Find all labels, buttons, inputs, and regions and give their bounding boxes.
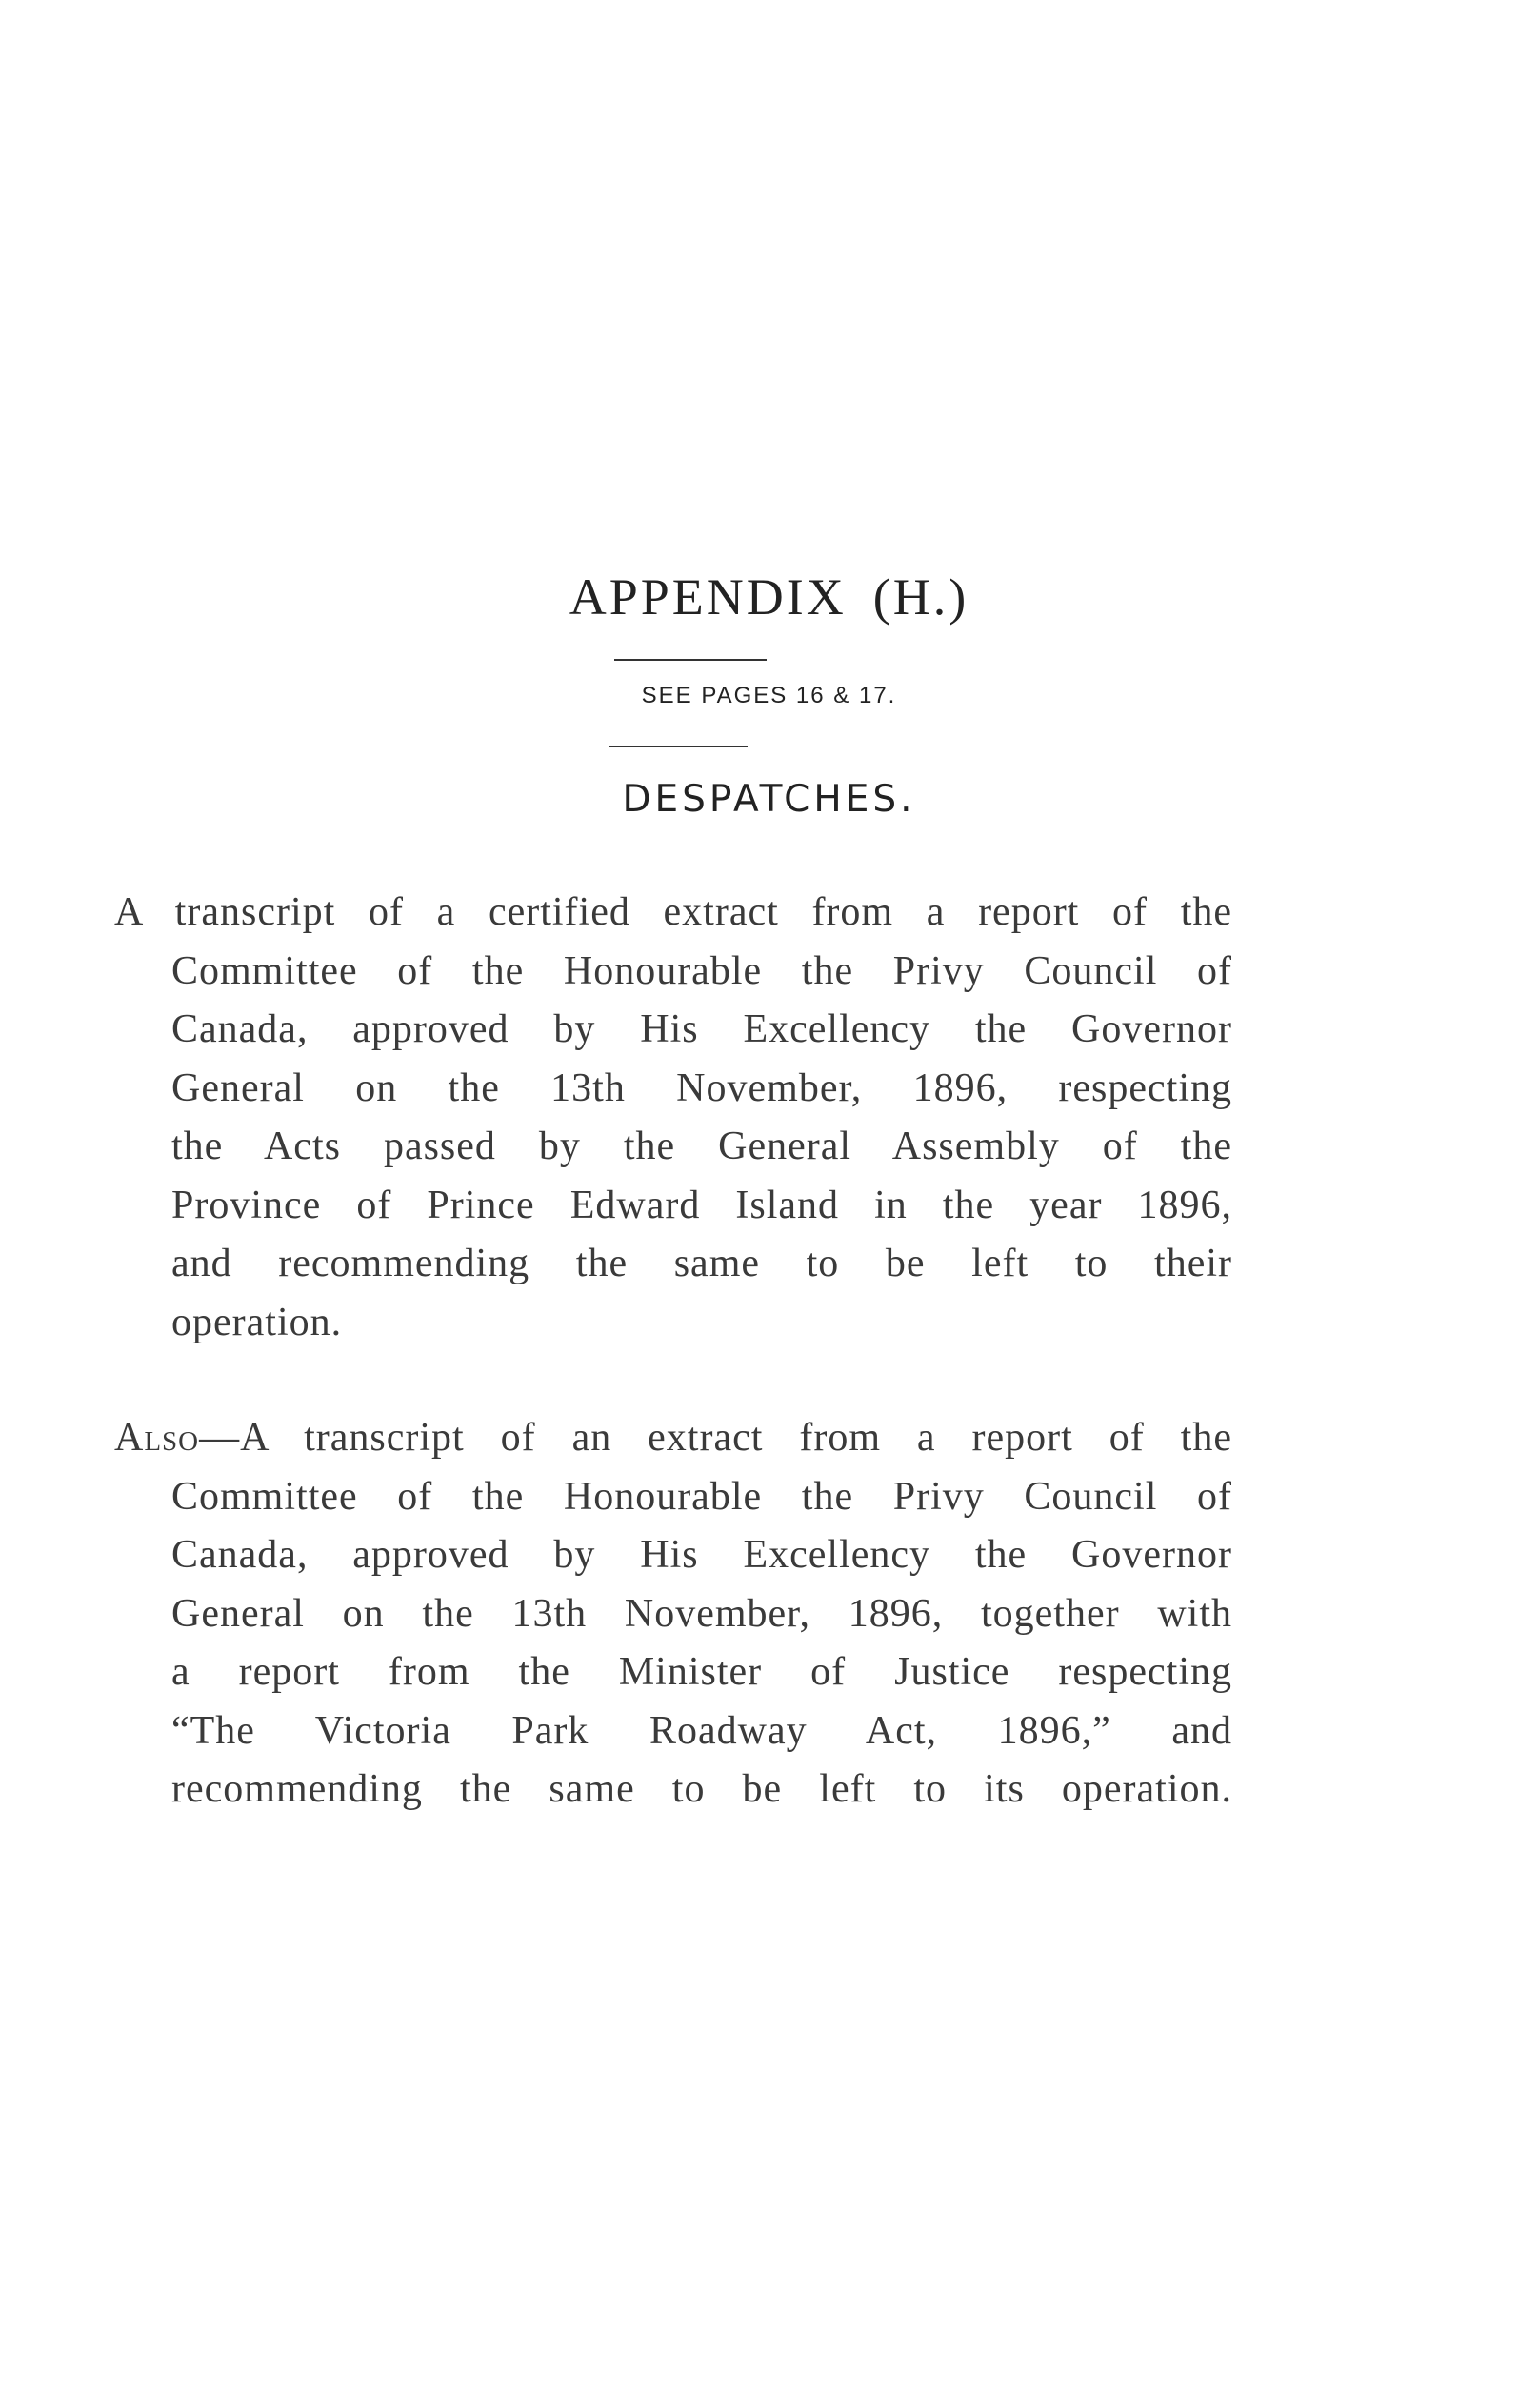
divider-rule-top <box>614 659 767 661</box>
appendix-letter: (H.) <box>872 568 969 626</box>
paragraph-first-line: the Acts passed by the General Assembly of the <box>171 1124 1232 1168</box>
paragraph-second-line: recommending the same to be left to its operation. <box>171 1767 1232 1811</box>
paragraph-first-line: operation. <box>171 1300 343 1344</box>
paragraph-second-line: Canada, approved by His Excellency the Governor <box>171 1533 1232 1577</box>
paragraph-first-line: Committee of the Honourable the Privy Council of <box>171 948 1232 993</box>
paragraph-second <box>114 1409 1232 1820</box>
paragraph-second-first-line <box>114 1409 1232 1468</box>
appendix-word: APPENDIX <box>569 568 847 626</box>
paragraph-second-line: General on the 13th November, 1896, together with <box>171 1591 1232 1636</box>
paragraph-first <box>114 884 1232 1352</box>
paragraph-first-line: A transcript of a certified extract from a report of the <box>114 890 1232 934</box>
paragraph-second-first-line-rest: —A transcript of an extract from a report of the <box>199 1416 1232 1460</box>
paragraph-first-line: Canada, approved by His Excellency the Governor <box>171 1007 1232 1051</box>
paragraph-first-line: and recommending the same to be left to their <box>171 1242 1232 1285</box>
divider-rule-bottom <box>609 746 748 747</box>
paragraph-second-line: a report from the Minister of Justice respecting <box>171 1650 1232 1694</box>
also-lead-word: Also <box>114 1416 200 1460</box>
despatches-heading: DESPATCHES. <box>622 778 916 821</box>
appendix-title <box>0 567 1538 627</box>
paragraph-first-line: General on the 13th November, 1896, respecting <box>171 1065 1232 1110</box>
see-pages-note: SEE PAGES 16 & 17. <box>641 683 897 708</box>
paragraph-second-line: Committee of the Honourable the Privy Council of <box>171 1474 1232 1519</box>
paragraph-first-line: Province of Prince Edward Island in the year 1896, <box>171 1183 1232 1227</box>
paragraph-second-line: “The Victoria Park Roadway Act, 1896,” and <box>171 1708 1232 1753</box>
